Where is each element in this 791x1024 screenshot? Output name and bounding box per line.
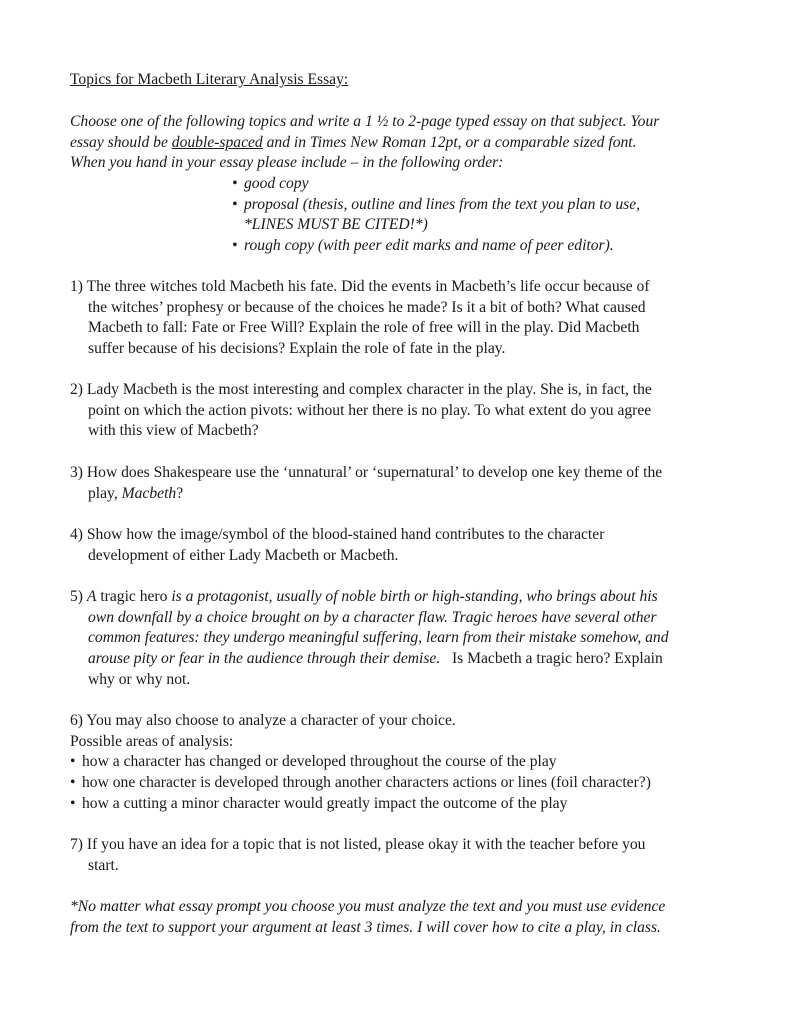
include-item-good-copy: • good copy bbox=[232, 174, 640, 195]
topic-5-line: 5) A tragic hero is a protagonist, usually of noble birth or high-standing, who brings about his bbox=[70, 588, 658, 605]
intro-paragraph bbox=[70, 112, 730, 174]
include-item-proposal-cont: *LINES MUST BE CITED!*) bbox=[244, 216, 428, 234]
analysis-bullet: • how a cutting a minor character would greatly impact the outcome of the play bbox=[70, 794, 730, 815]
topic-3 bbox=[70, 463, 730, 504]
topic-5-line: common features: they undergo meaningful suffering, learn from their mistake somehow, and bbox=[88, 629, 669, 647]
topic-3-line: 3) How does Shakespeare use the ‘unnatural’ or ‘supernatural’ to develop one key theme of the bbox=[70, 464, 663, 481]
intro-line-2: essay should be double-spaced and in Times New Roman 12pt, or a comparable sized font. bbox=[70, 133, 637, 151]
topic-5-line: why or why not. bbox=[88, 670, 191, 688]
topic-1-line: Macbeth to fall: Fate or Free Will? Explain the role of free will in the play. Did Macbeth bbox=[88, 319, 640, 337]
analysis-bullet: • how a character has changed or developed throughout the course of the play bbox=[70, 752, 730, 773]
topic-5-line: arouse pity or fear in the audience through their demise. Is Macbeth a tragic hero? Explain bbox=[88, 650, 663, 668]
topic-5-line: own downfall by a choice brought on by a character flaw. Tragic heroes have several other bbox=[88, 608, 657, 626]
footer-note bbox=[70, 897, 730, 938]
intro-line-3: When you hand in your essay please include – in the following order: bbox=[70, 154, 504, 172]
topic-2-line: point on which the action pivots: without her there is no play. To what extent do you agree bbox=[88, 401, 652, 419]
include-item-proposal: • proposal (thesis, outline and lines from the text you plan to use, bbox=[232, 195, 640, 216]
footer-line: *No matter what essay prompt you choose you must analyze the text and you must use evidence bbox=[70, 898, 666, 915]
title-text: Topics for Macbeth Literary Analysis Essay: bbox=[70, 71, 349, 88]
topic-7 bbox=[70, 835, 730, 876]
topic-1-line: 1) The three witches told Macbeth his fate. Did the events in Macbeth’s life occur because of bbox=[70, 278, 650, 295]
topic-7-line: 7) If you have an idea for a topic that is not listed, please okay it with the teacher before you bbox=[70, 836, 646, 853]
intro-line-1: Choose one of the following topics and write a 1 ½ to 2-page typed essay on that subject. Your bbox=[70, 113, 660, 130]
topic-6-line: 6) You may also choose to analyze a character of your choice. bbox=[70, 712, 456, 729]
topic-2-line: with this view of Macbeth? bbox=[88, 422, 259, 440]
analysis-bullet: • how one character is developed through another characters actions or lines (foil character?) bbox=[70, 773, 730, 794]
bullet-icon: • bbox=[70, 753, 76, 771]
topic-1 bbox=[70, 277, 730, 360]
topic-4-line: development of either Lady Macbeth or Macbeth. bbox=[88, 546, 399, 564]
page-title bbox=[70, 70, 730, 91]
topic-1-line: the witches’ prophesy or because of the choices he made? Is it a bit of both? What caused bbox=[88, 298, 646, 316]
bullet-icon: • bbox=[70, 774, 76, 792]
topic-2-line: 2) Lady Macbeth is the most interesting and complex character in the play. She is, in fact, the bbox=[70, 381, 652, 398]
topic-5 bbox=[70, 587, 730, 691]
bullet-icon: • bbox=[232, 237, 238, 255]
topic-1-line: suffer because of his decisions? Explain the role of fate in the play. bbox=[88, 340, 506, 358]
topic-4 bbox=[70, 525, 730, 566]
bullet-icon: • bbox=[70, 794, 76, 812]
topic-2 bbox=[70, 380, 730, 442]
play-title: Macbeth bbox=[121, 484, 177, 502]
topic-3-line: play, Macbeth? bbox=[88, 484, 184, 502]
bullet-icon: • bbox=[232, 195, 238, 213]
include-list bbox=[232, 174, 640, 257]
footer-line: from the text to support your argument at least 3 times. I will cover how to cite a play, in class. bbox=[70, 918, 661, 936]
topic-6 bbox=[70, 711, 730, 815]
topic-7-line: start. bbox=[88, 856, 119, 874]
topic-4-line: 4) Show how the image/symbol of the blood-stained hand contributes to the character bbox=[70, 526, 605, 543]
double-spaced-underline: double-spaced bbox=[171, 133, 263, 151]
topic-6-line: Possible areas of analysis: bbox=[70, 732, 234, 750]
bullet-icon: • bbox=[232, 175, 238, 192]
include-item-rough-copy: • rough copy (with peer edit marks and name of peer editor). bbox=[232, 236, 640, 257]
